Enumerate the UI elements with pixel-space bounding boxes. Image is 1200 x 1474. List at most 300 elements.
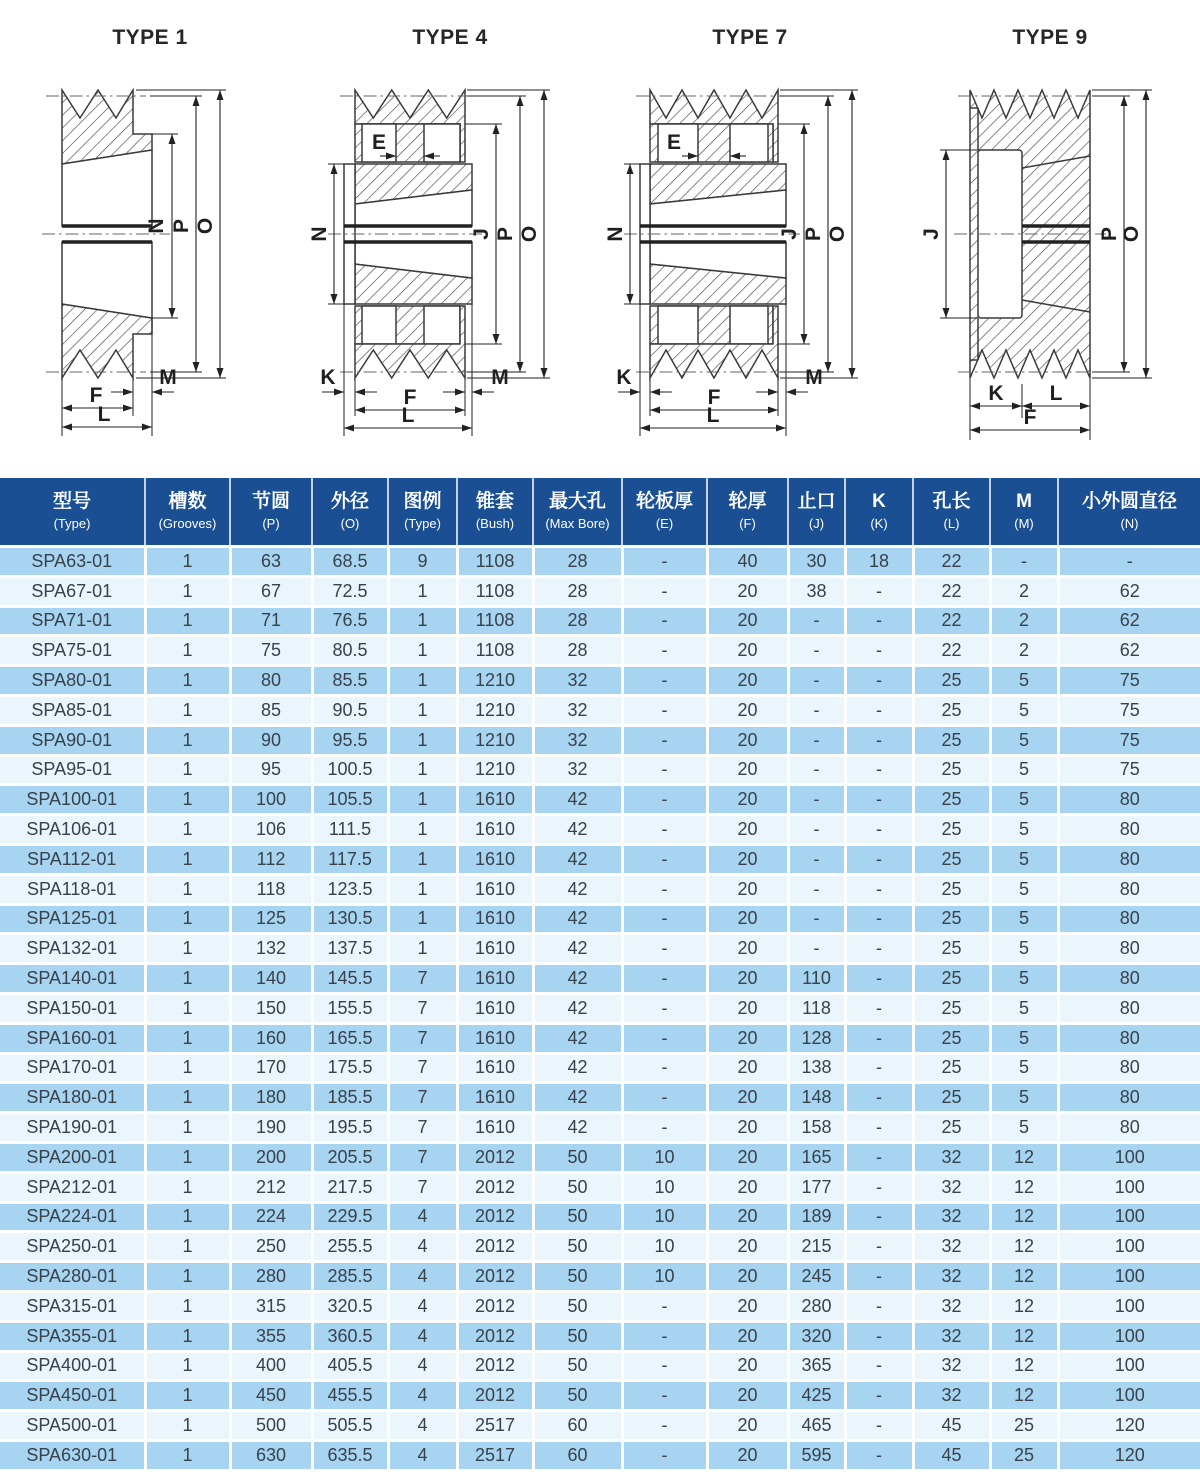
table-cell: 32 bbox=[913, 1381, 990, 1411]
table-cell: 189 bbox=[788, 1202, 845, 1232]
table-cell: 62 bbox=[1058, 606, 1200, 636]
dim-label-k: K bbox=[988, 382, 1004, 405]
table-cell: SPA140-01 bbox=[0, 964, 145, 994]
table-cell: - bbox=[622, 904, 707, 934]
table-cell: 1 bbox=[145, 1083, 230, 1113]
table-cell: 80 bbox=[1058, 1083, 1200, 1113]
table-cell: 118 bbox=[230, 874, 312, 904]
table-row bbox=[0, 815, 1200, 845]
table-cell: 1610 bbox=[457, 1023, 533, 1053]
table-row bbox=[0, 1440, 1200, 1470]
table-cell: 20 bbox=[707, 993, 788, 1023]
table-cell: SPA500-01 bbox=[0, 1411, 145, 1441]
table-cell: 1610 bbox=[457, 993, 533, 1023]
type-1-drawing bbox=[0, 0, 300, 478]
type-9-section bbox=[900, 50, 1200, 450]
table-row bbox=[0, 874, 1200, 904]
table-cell: 80 bbox=[1058, 904, 1200, 934]
table-cell: 1 bbox=[145, 1351, 230, 1381]
table-cell: 5 bbox=[990, 725, 1058, 755]
table-cell: 20 bbox=[707, 1262, 788, 1292]
table-cell: 1 bbox=[388, 815, 457, 845]
table-cell: 1 bbox=[145, 666, 230, 696]
table-cell: 25 bbox=[913, 785, 990, 815]
table-cell: 25 bbox=[913, 874, 990, 904]
table-cell: 25 bbox=[913, 844, 990, 874]
table-cell: 2012 bbox=[457, 1142, 533, 1172]
table-row bbox=[0, 964, 1200, 994]
table-cell: 95 bbox=[230, 755, 312, 785]
table-cell: SPA160-01 bbox=[0, 1023, 145, 1053]
table-cell: - bbox=[788, 844, 845, 874]
table-row bbox=[0, 1351, 1200, 1381]
table-cell: SPA100-01 bbox=[0, 785, 145, 815]
table-row bbox=[0, 606, 1200, 636]
table-cell: 2012 bbox=[457, 1291, 533, 1321]
table-cell: 25 bbox=[913, 1023, 990, 1053]
dim-label-p: P bbox=[802, 226, 825, 242]
table-cell: 2012 bbox=[457, 1321, 533, 1351]
table-cell: 635.5 bbox=[312, 1440, 388, 1470]
table-cell: 20 bbox=[707, 844, 788, 874]
table-cell: - bbox=[845, 1053, 913, 1083]
table-cell: - bbox=[622, 1440, 707, 1470]
table-cell: 1 bbox=[388, 606, 457, 636]
dim-label-l: L bbox=[97, 403, 111, 426]
table-cell: 1 bbox=[145, 1411, 230, 1441]
table-cell: SPA170-01 bbox=[0, 1053, 145, 1083]
table-cell: 145.5 bbox=[312, 964, 388, 994]
table-cell: 1 bbox=[388, 666, 457, 696]
table-cell: - bbox=[845, 1083, 913, 1113]
type-4-section bbox=[300, 50, 600, 450]
table-cell: - bbox=[788, 666, 845, 696]
table-cell: 2 bbox=[990, 636, 1058, 666]
table-cell: 2012 bbox=[457, 1262, 533, 1292]
table-cell: 217.5 bbox=[312, 1172, 388, 1202]
table-cell: 62 bbox=[1058, 636, 1200, 666]
table-cell: 365 bbox=[788, 1351, 845, 1381]
table-cell: SPA75-01 bbox=[0, 636, 145, 666]
table-cell: 1610 bbox=[457, 964, 533, 994]
table-cell: 5 bbox=[990, 815, 1058, 845]
table-cell: 5 bbox=[990, 1053, 1058, 1083]
dim-label-n: N bbox=[604, 226, 627, 242]
table-cell: 20 bbox=[707, 576, 788, 606]
table-cell: - bbox=[845, 1172, 913, 1202]
table-cell: 1210 bbox=[457, 755, 533, 785]
table-cell: 42 bbox=[533, 993, 622, 1023]
table-cell: 200 bbox=[230, 1142, 312, 1172]
table-cell: 28 bbox=[533, 576, 622, 606]
table-cell: 4 bbox=[388, 1381, 457, 1411]
table-cell: 80.5 bbox=[312, 636, 388, 666]
table-cell: 20 bbox=[707, 695, 788, 725]
table-cell: 100 bbox=[1058, 1321, 1200, 1351]
table-cell: 25 bbox=[913, 666, 990, 696]
table-cell: 355 bbox=[230, 1321, 312, 1351]
table-cell: 180 bbox=[230, 1083, 312, 1113]
table-cell: 80 bbox=[1058, 815, 1200, 845]
table-cell: 10 bbox=[622, 1172, 707, 1202]
header-row bbox=[0, 478, 1200, 547]
table-cell: 42 bbox=[533, 785, 622, 815]
table-cell: - bbox=[622, 785, 707, 815]
table-cell: 25 bbox=[913, 1083, 990, 1113]
table-cell: 20 bbox=[707, 1023, 788, 1053]
table-cell: 1 bbox=[145, 1023, 230, 1053]
table-cell: - bbox=[845, 636, 913, 666]
table-cell: 20 bbox=[707, 606, 788, 636]
table-cell: 360.5 bbox=[312, 1321, 388, 1351]
table-row bbox=[0, 636, 1200, 666]
table-cell: 1 bbox=[145, 1321, 230, 1351]
table-cell: 32 bbox=[913, 1172, 990, 1202]
table-cell: 138 bbox=[788, 1053, 845, 1083]
table-row bbox=[0, 1232, 1200, 1262]
table-cell: SPA200-01 bbox=[0, 1142, 145, 1172]
table-cell: 5 bbox=[990, 934, 1058, 964]
table-cell: 4 bbox=[388, 1232, 457, 1262]
table-cell: 63 bbox=[230, 547, 312, 577]
table-cell: 1 bbox=[145, 576, 230, 606]
table-cell: 1108 bbox=[457, 547, 533, 577]
table-cell: 80 bbox=[1058, 1023, 1200, 1053]
table-cell: 1 bbox=[145, 1262, 230, 1292]
drawings-row bbox=[0, 0, 1200, 478]
table-cell: 7 bbox=[388, 1023, 457, 1053]
table-cell: 2012 bbox=[457, 1202, 533, 1232]
table-cell: 1 bbox=[145, 993, 230, 1023]
column-header: 孔长 (L) bbox=[913, 478, 990, 547]
table-cell: 100 bbox=[1058, 1381, 1200, 1411]
column-header: 外径 (O) bbox=[312, 478, 388, 547]
table-cell: 75 bbox=[1058, 695, 1200, 725]
table-cell: 5 bbox=[990, 874, 1058, 904]
table-cell: 1610 bbox=[457, 874, 533, 904]
table-cell: 245 bbox=[788, 1262, 845, 1292]
table-cell: 32 bbox=[533, 755, 622, 785]
table-cell: 155.5 bbox=[312, 993, 388, 1023]
type-7-title: TYPE 7 bbox=[712, 26, 788, 49]
table-cell: SPA125-01 bbox=[0, 904, 145, 934]
table-cell: 4 bbox=[388, 1321, 457, 1351]
table-cell: 2517 bbox=[457, 1411, 533, 1441]
table-cell: 20 bbox=[707, 666, 788, 696]
table-cell: 1 bbox=[145, 755, 230, 785]
table-cell: 50 bbox=[533, 1351, 622, 1381]
table-cell: 130.5 bbox=[312, 904, 388, 934]
table-cell: 170 bbox=[230, 1053, 312, 1083]
table-cell: 50 bbox=[533, 1262, 622, 1292]
table-cell: 2 bbox=[990, 576, 1058, 606]
table-cell: 22 bbox=[913, 547, 990, 577]
type-1-section bbox=[0, 50, 300, 450]
table-cell: - bbox=[788, 874, 845, 904]
table-cell: 1 bbox=[145, 547, 230, 577]
table-cell: 10 bbox=[622, 1202, 707, 1232]
table-cell: 12 bbox=[990, 1172, 1058, 1202]
table-cell: 1 bbox=[388, 636, 457, 666]
table-cell: 85 bbox=[230, 695, 312, 725]
table-cell: - bbox=[622, 934, 707, 964]
table-cell: 215 bbox=[788, 1232, 845, 1262]
table-cell: 1 bbox=[145, 815, 230, 845]
table-cell: 42 bbox=[533, 1053, 622, 1083]
table-cell: - bbox=[622, 636, 707, 666]
table-cell: 7 bbox=[388, 993, 457, 1023]
table-cell: 118 bbox=[788, 993, 845, 1023]
table-cell: 255.5 bbox=[312, 1232, 388, 1262]
table-cell: 90 bbox=[230, 725, 312, 755]
table-row bbox=[0, 1172, 1200, 1202]
table-cell: 12 bbox=[990, 1291, 1058, 1321]
table-cell: - bbox=[845, 1023, 913, 1053]
table-cell: 400 bbox=[230, 1351, 312, 1381]
table-cell: 5 bbox=[990, 1023, 1058, 1053]
table-cell: 22 bbox=[913, 576, 990, 606]
table-cell: 20 bbox=[707, 725, 788, 755]
table-cell: - bbox=[788, 785, 845, 815]
table-row bbox=[0, 1321, 1200, 1351]
table-cell: - bbox=[845, 904, 913, 934]
column-header: 最大孔 (Max Bore) bbox=[533, 478, 622, 547]
table-cell: - bbox=[788, 606, 845, 636]
table-cell: 20 bbox=[707, 755, 788, 785]
table-cell: - bbox=[845, 1440, 913, 1470]
dim-label-f: F bbox=[403, 386, 417, 409]
table-cell: 1 bbox=[145, 904, 230, 934]
table-cell: 1 bbox=[145, 844, 230, 874]
dim-label-l: L bbox=[401, 404, 415, 427]
table-body bbox=[0, 547, 1200, 1471]
table-cell: 32 bbox=[913, 1232, 990, 1262]
table-cell: 320 bbox=[788, 1321, 845, 1351]
table-cell: 224 bbox=[230, 1202, 312, 1232]
table-cell: 20 bbox=[707, 1232, 788, 1262]
table-cell: 5 bbox=[990, 755, 1058, 785]
table-cell: 1610 bbox=[457, 934, 533, 964]
table-cell: 106 bbox=[230, 815, 312, 845]
table-row bbox=[0, 1053, 1200, 1083]
table-cell: 25 bbox=[913, 815, 990, 845]
table-cell: 7 bbox=[388, 1172, 457, 1202]
table-cell: 22 bbox=[913, 636, 990, 666]
dim-label-m: M bbox=[159, 366, 177, 389]
table-cell: 32 bbox=[533, 695, 622, 725]
dim-label-j: J bbox=[920, 228, 943, 240]
table-cell: 280 bbox=[788, 1291, 845, 1321]
table-cell: 1610 bbox=[457, 1083, 533, 1113]
table-cell: SPA450-01 bbox=[0, 1381, 145, 1411]
table-cell: 177 bbox=[788, 1172, 845, 1202]
table-cell: 2012 bbox=[457, 1381, 533, 1411]
table-cell: 1 bbox=[145, 1142, 230, 1172]
table-cell: 1 bbox=[145, 695, 230, 725]
table-cell: 68.5 bbox=[312, 547, 388, 577]
type-9-title: TYPE 9 bbox=[1012, 26, 1088, 49]
table-cell: 1 bbox=[388, 844, 457, 874]
table-cell: - bbox=[788, 934, 845, 964]
table-row bbox=[0, 1381, 1200, 1411]
table-row bbox=[0, 1113, 1200, 1143]
table-cell: SPA212-01 bbox=[0, 1172, 145, 1202]
table-cell: 20 bbox=[707, 1351, 788, 1381]
table-cell: 117.5 bbox=[312, 844, 388, 874]
table-cell: 132 bbox=[230, 934, 312, 964]
table-cell: 28 bbox=[533, 606, 622, 636]
table-cell: 50 bbox=[533, 1202, 622, 1232]
dim-label-m: M bbox=[491, 366, 509, 389]
table-cell: - bbox=[622, 993, 707, 1023]
column-header: 锥套 (Bush) bbox=[457, 478, 533, 547]
table-cell: 505.5 bbox=[312, 1411, 388, 1441]
table-cell: 80 bbox=[1058, 785, 1200, 815]
table-cell: - bbox=[845, 1321, 913, 1351]
table-cell: 7 bbox=[388, 1053, 457, 1083]
spec-table bbox=[0, 478, 1200, 1472]
table-cell: - bbox=[622, 755, 707, 785]
table-cell: SPA250-01 bbox=[0, 1232, 145, 1262]
table-row bbox=[0, 1262, 1200, 1292]
table-row bbox=[0, 1023, 1200, 1053]
table-cell: 20 bbox=[707, 636, 788, 666]
table-cell: 75 bbox=[1058, 725, 1200, 755]
table-cell: 20 bbox=[707, 1440, 788, 1470]
table-cell: 50 bbox=[533, 1321, 622, 1351]
table-cell: 100 bbox=[1058, 1142, 1200, 1172]
table-cell: 1 bbox=[388, 934, 457, 964]
table-cell: 42 bbox=[533, 844, 622, 874]
table-cell: 25 bbox=[913, 934, 990, 964]
table-cell: 112 bbox=[230, 844, 312, 874]
table-cell: 42 bbox=[533, 934, 622, 964]
table-cell: 5 bbox=[990, 993, 1058, 1023]
column-header: 轮厚 (F) bbox=[707, 478, 788, 547]
table-cell: SPA315-01 bbox=[0, 1291, 145, 1321]
dim-label-o: O bbox=[518, 225, 541, 243]
table-cell: - bbox=[845, 993, 913, 1023]
dim-label-k: K bbox=[616, 366, 632, 389]
table-cell: 100 bbox=[1058, 1202, 1200, 1232]
table-cell: 250 bbox=[230, 1232, 312, 1262]
table-row bbox=[0, 844, 1200, 874]
table-cell: 10 bbox=[622, 1262, 707, 1292]
table-cell: 12 bbox=[990, 1351, 1058, 1381]
table-cell: - bbox=[788, 725, 845, 755]
table-cell: - bbox=[622, 547, 707, 577]
table-cell: - bbox=[845, 1291, 913, 1321]
table-cell: 1 bbox=[145, 874, 230, 904]
table-cell: 32 bbox=[913, 1202, 990, 1232]
table-cell: 125 bbox=[230, 904, 312, 934]
table-cell: 1108 bbox=[457, 606, 533, 636]
table-cell: 1 bbox=[145, 1291, 230, 1321]
table-cell: - bbox=[788, 695, 845, 725]
table-cell: - bbox=[845, 1262, 913, 1292]
table-cell: 25 bbox=[913, 1053, 990, 1083]
table-cell: 120 bbox=[1058, 1440, 1200, 1470]
column-header: 止口 (J) bbox=[788, 478, 845, 547]
table-header bbox=[0, 478, 1200, 547]
table-cell: - bbox=[845, 755, 913, 785]
table-cell: 80 bbox=[1058, 934, 1200, 964]
table-cell: 4 bbox=[388, 1291, 457, 1321]
table-cell: 1 bbox=[145, 785, 230, 815]
table-cell: 20 bbox=[707, 1053, 788, 1083]
table-cell: 80 bbox=[1058, 1053, 1200, 1083]
table-cell: - bbox=[845, 964, 913, 994]
pulley-section bbox=[624, 90, 800, 378]
table-cell: 450 bbox=[230, 1381, 312, 1411]
table-cell: 1610 bbox=[457, 904, 533, 934]
table-cell: 80 bbox=[1058, 964, 1200, 994]
table-cell: 28 bbox=[533, 636, 622, 666]
type-9-drawing bbox=[900, 0, 1200, 478]
table-cell: - bbox=[622, 695, 707, 725]
table-cell: SPA95-01 bbox=[0, 755, 145, 785]
table-cell: 5 bbox=[990, 844, 1058, 874]
table-cell: 160 bbox=[230, 1023, 312, 1053]
table-cell: 4 bbox=[388, 1202, 457, 1232]
table-cell: 5 bbox=[990, 1113, 1058, 1143]
table-cell: - bbox=[622, 815, 707, 845]
table-cell: 80 bbox=[230, 666, 312, 696]
table-cell: 12 bbox=[990, 1232, 1058, 1262]
table-cell: 40 bbox=[707, 547, 788, 577]
table-cell: 76.5 bbox=[312, 606, 388, 636]
column-header: 型号 (Type) bbox=[0, 478, 145, 547]
table-cell: 190 bbox=[230, 1113, 312, 1143]
table-cell: 42 bbox=[533, 964, 622, 994]
table-cell: 32 bbox=[533, 725, 622, 755]
table-cell: 500 bbox=[230, 1411, 312, 1441]
table-cell: - bbox=[845, 576, 913, 606]
table-row bbox=[0, 904, 1200, 934]
table-cell: 50 bbox=[533, 1172, 622, 1202]
table-cell: - bbox=[1058, 547, 1200, 577]
table-cell: 42 bbox=[533, 1113, 622, 1143]
table-cell: 1108 bbox=[457, 576, 533, 606]
table-cell: 1 bbox=[145, 1381, 230, 1411]
table-cell: 42 bbox=[533, 815, 622, 845]
table-row bbox=[0, 725, 1200, 755]
table-cell: 100 bbox=[1058, 1172, 1200, 1202]
table-cell: 158 bbox=[788, 1113, 845, 1143]
table-cell: - bbox=[845, 934, 913, 964]
table-cell: 32 bbox=[913, 1142, 990, 1172]
column-header: 槽数 (Grooves) bbox=[145, 478, 230, 547]
table-cell: - bbox=[845, 695, 913, 725]
table-cell: 90.5 bbox=[312, 695, 388, 725]
table-cell: - bbox=[845, 844, 913, 874]
dim-label-n: N bbox=[145, 218, 168, 234]
table-cell: 1 bbox=[145, 1440, 230, 1470]
table-cell: 50 bbox=[533, 1142, 622, 1172]
table-cell: 1 bbox=[388, 695, 457, 725]
table-cell: 165.5 bbox=[312, 1023, 388, 1053]
table-cell: SPA150-01 bbox=[0, 993, 145, 1023]
table-cell: SPA71-01 bbox=[0, 606, 145, 636]
table-cell: SPA90-01 bbox=[0, 725, 145, 755]
table-cell: 212 bbox=[230, 1172, 312, 1202]
table-cell: 25 bbox=[913, 725, 990, 755]
table-cell: SPA132-01 bbox=[0, 934, 145, 964]
table-cell: SPA112-01 bbox=[0, 844, 145, 874]
table-cell: 280 bbox=[230, 1262, 312, 1292]
table-cell: SPA63-01 bbox=[0, 547, 145, 577]
table-row bbox=[0, 1083, 1200, 1113]
